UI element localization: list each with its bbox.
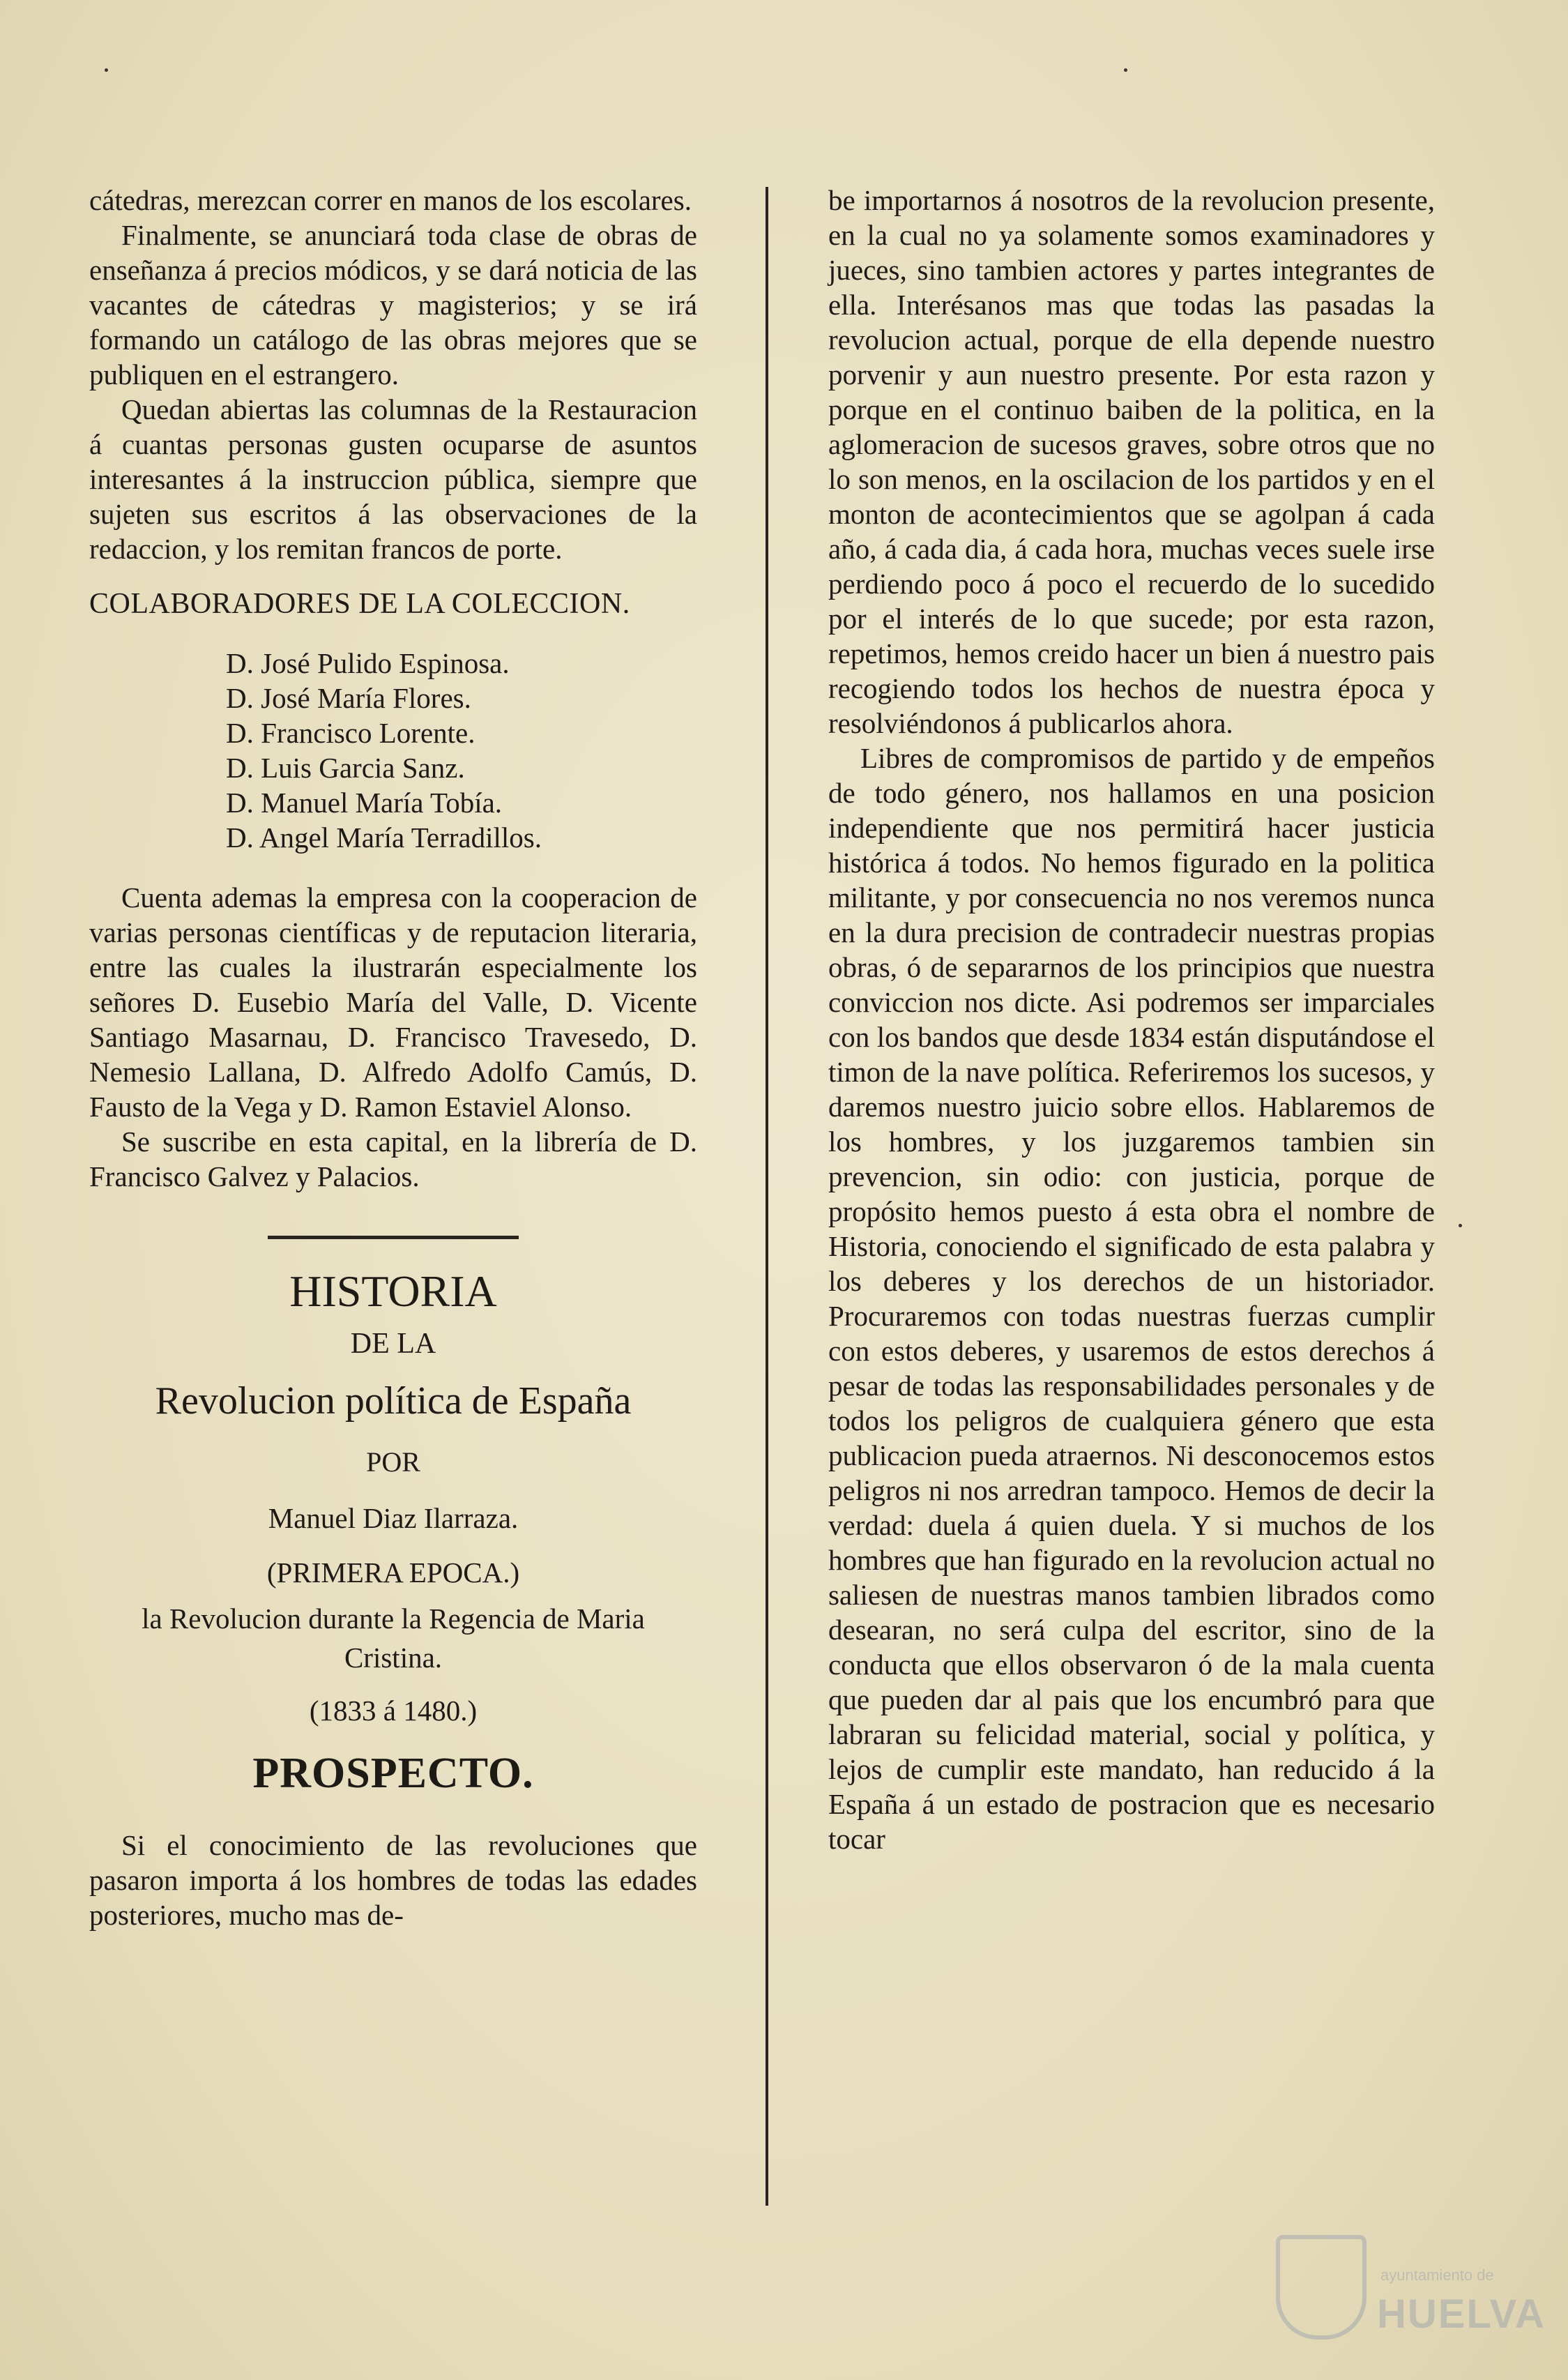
- collaborator-item: D. José Pulido Espinosa.: [226, 647, 510, 679]
- title-block: [89, 1263, 697, 1803]
- ink-speck: [1124, 68, 1127, 72]
- title-de-la: DE LA: [350, 1328, 436, 1360]
- column-divider: [766, 187, 768, 2206]
- paragraph: Quedan abiertas las columnas de la Restauracion á cuantas personas gusten ocuparse de asuntos interesantes á la instruccion pública, siempre que sujeten sus escritos á las observaciones de la redaccion, y los remitan francos de porte.: [89, 393, 697, 565]
- paragraph: Finalmente, se anunciará toda clase de obras de enseñanza á precios módicos, y se dará noticia de las vacantes de cátedras y magisterios; y se irá formando un catálogo de las obras mejores que se publiquen en el estrangero.: [89, 219, 697, 391]
- paragraph: Si el conocimiento de las revoluciones que pasaron importa á los hombres de todas las edades posteriores, mucho mas de-: [89, 1829, 697, 1931]
- ink-speck: [1459, 1224, 1462, 1227]
- watermark-small-text: ayuntamiento de: [1380, 2266, 1494, 2284]
- title-epoca: (PRIMERA EPOCA.): [266, 1556, 520, 1589]
- watermark-big-text: HUELVA: [1377, 2291, 1546, 2337]
- paragraph: Libres de compromisos de partido y de empeños de todo género, nos hallamos en una posicion independiente que nos permitirá hacer justicia histórica á todos. No hemos figurado en la politica militante, y por consecuencia no nos veremos nunca en la dura precision de contradecir nuestras propias obras, ó de separarnos de los principios que nuestra conviccion nos dicte. Asi podremos ser imparciales con los bandos que desde 1834 están disputándose el timon de la nave política. Referiremos los sucesos, y daremos nuestro juicio sobre ellos. Hablaremos de los hombres, y los juzgaremos tambien sin prevencion, sin odio: con justicia, porque de propósito hemos puesto á esta obra el nombre de Historia, conociendo el significado de esta palabra y los deberes y los derechos de un historiador. Procuraremos con todas nuestras fuerzas cumplir con estos deberes, y usaremos de estos derechos á pesar de todas las responsabilidades personales y de todos los peligros de cualquiera género que esta publicacion pueda atraernos. Ni desconocemos estos peligros ni nos arredran tampoco. Hemos de decir la verdad: duela á quien duela. Y si muchos de los hombres que han figurado en la revolucion actual no saliesen de nuestras manos tambien librados como desearan, no será culpa del escritor, sino de la conducta que ellos observaron ó de la mala cuenta que pueden dar al pais que los encumbró para que labraran su felicidad material, social y política, y lejos de cumplir este mandato, han reducido á la España á un estado de postracion que es necesario tocar: [828, 742, 1435, 1855]
- collaborators-heading: COLABORADORES DE LA COLECCION.: [89, 588, 630, 620]
- collaborator-item: D. Angel María Terradillos.: [226, 821, 542, 854]
- left-column: [89, 183, 697, 1932]
- title-prospecto: PROSPECTO.: [252, 1750, 534, 1797]
- title-years: (1833 á 1480.): [309, 1695, 478, 1727]
- title-historia: HISTORIA: [289, 1266, 497, 1316]
- paragraph: cátedras, merezcan correr en manos de los escolares.: [89, 184, 692, 216]
- title-por: POR: [366, 1446, 420, 1478]
- collaborators-list: [226, 646, 697, 855]
- right-column: [828, 183, 1435, 1856]
- paragraph: Se suscribe en esta capital, en la librería de D. Francisco Galvez y Palacios.: [89, 1125, 697, 1192]
- ink-speck: [105, 68, 108, 72]
- divider: [268, 1236, 519, 1239]
- paragraph: Cuenta ademas la empresa con la cooperacion de varias personas científicas y de reputacion literaria, entre las cuales la ilustrarán especialmente los señores D. Eusebio María del Valle, D. Vicente Santiago Masarnau, D. Francisco Travesedo, D. Nemesio Lallana, D. Alfredo Adolfo Camús, D. Fausto de la Vega y D. Ramon Estaviel Alonso.: [89, 881, 697, 1123]
- title-revolucion: Revolucion política de España: [155, 1379, 632, 1423]
- title-regencia: la Revolucion durante la Regencia de Maria Cristina.: [142, 1602, 645, 1674]
- watermark: [1276, 2235, 1546, 2347]
- collaborator-item: D. Manuel María Tobía.: [226, 787, 503, 819]
- title-author: Manuel Diaz Ilarraza.: [268, 1502, 519, 1534]
- paragraph: be importarnos á nosotros de la revolucion presente, en la cual no ya solamente somos examinadores y jueces, sino tambien actores y partes integrantes de ella. Interésanos mas que todas las pasadas la revolucion actual, porque de ella depende nuestro porvenir y aun nuestro presente. Por esta razon y porque en el continuo baiben de la politica, en la aglomeracion de sucesos graves, sobre otros que no lo son menos, en la oscilacion de los partidos y en el monton de acontecimientos que se agolpan á cada año, á cada dia, á cada hora, muchas veces suele irse perdiendo poco á poco el recuerdo de lo sucedido por el interés de lo que sucede; por esta razon, repetimos, hemos creido hacer un bien á nuestro pais recogiendo todos los hechos de nuestra época y resolviéndonos á publicarlos ahora.: [828, 184, 1435, 739]
- collaborator-item: D. Luis Garcia Sanz.: [226, 752, 465, 784]
- crest-icon: [1276, 2235, 1367, 2340]
- collaborator-item: D. José María Flores.: [226, 682, 471, 714]
- collaborator-item: D. Francisco Lorente.: [226, 717, 475, 749]
